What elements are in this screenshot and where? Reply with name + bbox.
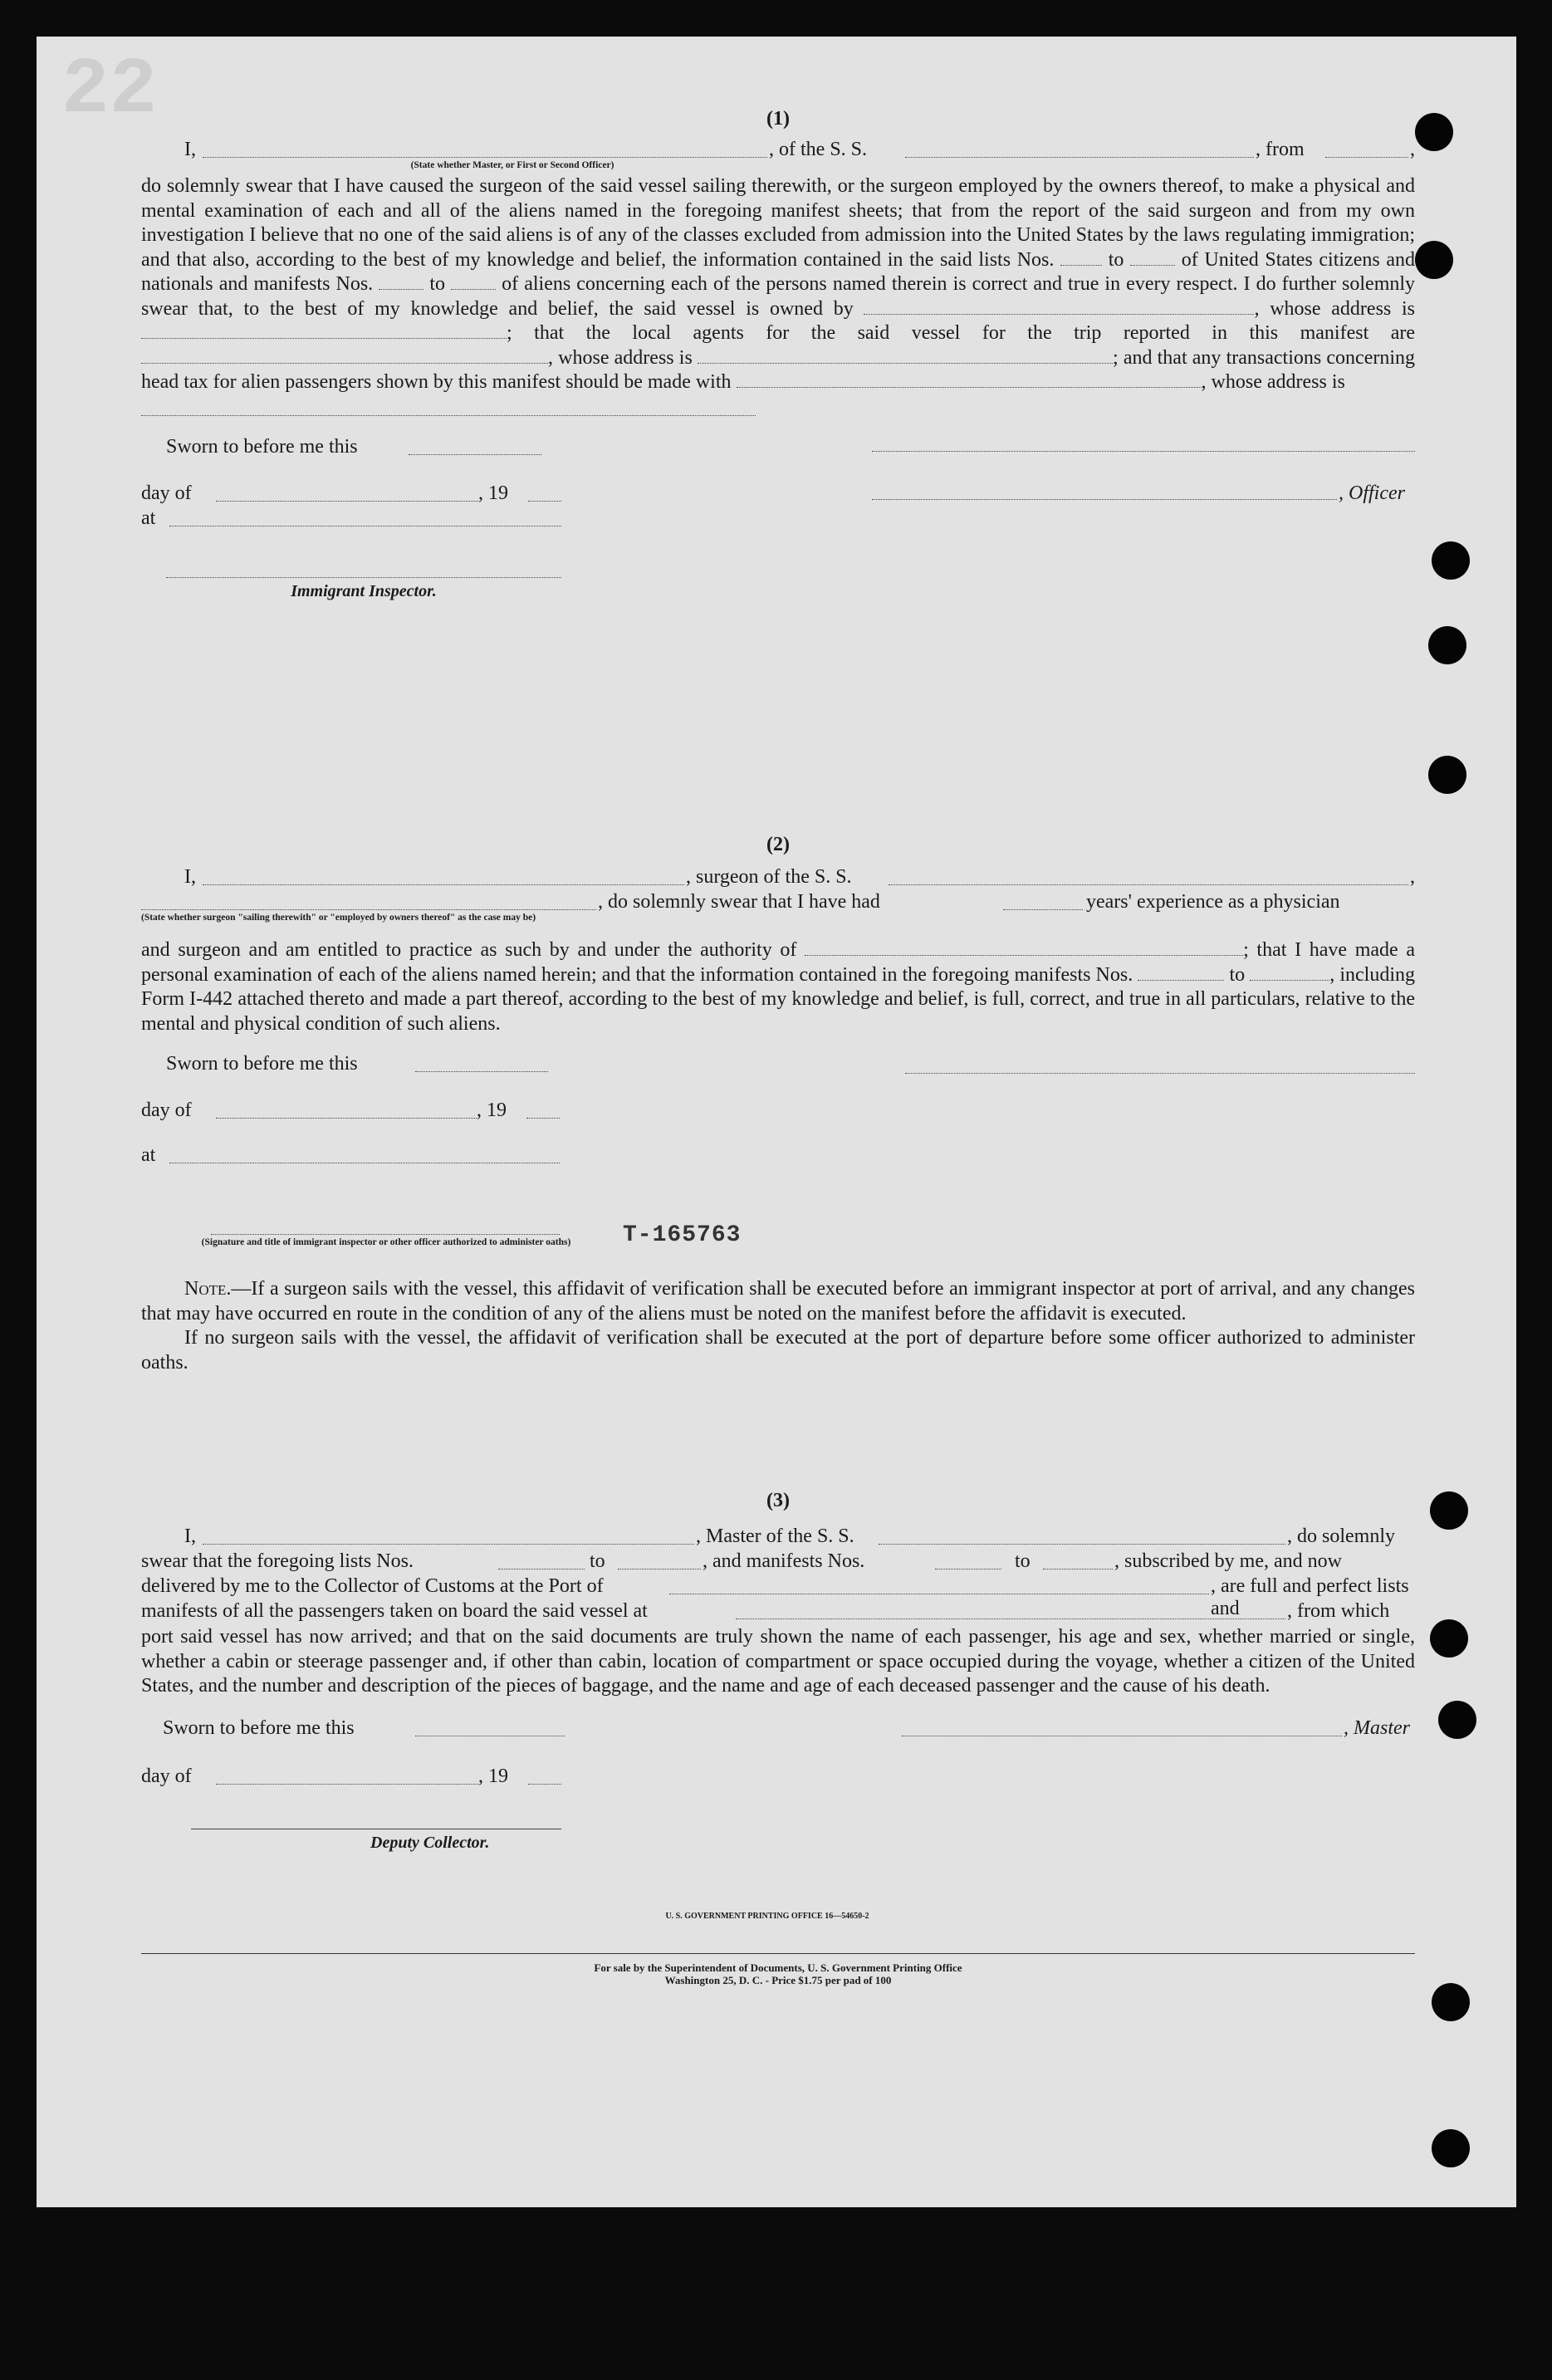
oath-text: , from which <box>1287 1600 1390 1622</box>
surgeon-manifests-to-field[interactable] <box>1250 963 1329 981</box>
surgeon-paragraph <box>141 938 1415 1036</box>
note-text: If no surgeon sails with the vessel, the affidavit of verification shall be executed at the port of departure before some officer authorized to administer oaths. <box>141 1327 1415 1374</box>
punch-hole <box>1430 1619 1468 1658</box>
oath-text: that I have made a personal examination of each of the aliens named herein; and that the information contained in the foregoing manifests Nos. <box>141 939 1415 986</box>
label-whose-address: , whose address is <box>1201 371 1345 393</box>
surgeon-capacity-field[interactable] <box>141 893 596 910</box>
master-vessel-field[interactable] <box>879 1527 1285 1545</box>
punch-hole <box>1438 1701 1476 1739</box>
master-signature-field[interactable] <box>902 1721 1342 1736</box>
label-to: to <box>1015 1550 1031 1572</box>
label-i: I, <box>184 1525 196 1547</box>
label-to: to <box>1229 963 1246 986</box>
gpo-imprint: U. S. GOVERNMENT PRINTING OFFICE 16—54650-2 <box>665 1912 869 1921</box>
vessel-name-field[interactable] <box>905 140 1254 158</box>
label-whose-address: , whose address is <box>1254 297 1416 320</box>
at-place-field[interactable] <box>169 1146 560 1163</box>
label-day-of: day of <box>141 1765 192 1787</box>
sale-line-1: For sale by the Superintendent of Documents, U. S. Government Printing Office <box>594 1961 962 1974</box>
master-line-2 <box>141 1550 1415 1575</box>
label-sworn: Sworn to before me this <box>166 1053 358 1075</box>
label-to: to <box>1108 248 1124 271</box>
label-master: , Master <box>1344 1716 1410 1739</box>
punct: , <box>1410 866 1415 888</box>
section-1 <box>141 108 1415 627</box>
manifests-to-field[interactable] <box>451 272 496 290</box>
oath-text: port said vessel has now arrived; and that on the said documents are truly shown the name of each passenger, his age and sex, whether married or single, whether a cabin or steerage passenger and, if other than cabin, location of compartment or space occupied during the voyage, whether a citizen of the United States, and the number and description of the pieces of baggage, and the name and age of each deceased passenger and the cause of his death. <box>141 1626 1415 1697</box>
authority-field[interactable] <box>805 938 1243 956</box>
punct: , <box>548 346 553 369</box>
embark-port-field[interactable] <box>736 1602 1285 1619</box>
label-at: at <box>141 507 156 529</box>
surgeon-name-field[interactable] <box>203 868 684 885</box>
owner-address-field[interactable] <box>141 321 507 339</box>
oath-text: , including Form I-442 attached thereto and made a part thereof, according to the best of my knowledge and belief, is full, correct, and true in all particulars, relative to the mental and physical condition of such aliens. <box>141 963 1415 1035</box>
agents-address-field[interactable] <box>698 346 1113 364</box>
at-place-field[interactable] <box>169 509 561 526</box>
label-to: to <box>429 273 445 295</box>
master-name-field[interactable] <box>203 1527 694 1545</box>
label-deputy-collector: Deputy Collector. <box>370 1833 490 1852</box>
master-line-1 <box>141 1525 1415 1550</box>
label-year: , 19 <box>478 1765 508 1787</box>
surgeon-signature-field[interactable] <box>905 1058 1415 1074</box>
year-field[interactable] <box>526 1101 560 1119</box>
punch-hole <box>1415 113 1453 151</box>
master-paragraph <box>141 1625 1415 1699</box>
day-field[interactable] <box>216 1767 478 1785</box>
inspector-title-note: (Signature and title of immigrant inspector or other officer authorized to administer oaths) <box>201 1237 571 1247</box>
sworn-block-2 <box>141 1053 1415 1219</box>
label-year: , 19 <box>478 482 508 504</box>
from-port-field[interactable] <box>1325 140 1408 158</box>
lists-from-field[interactable] <box>1060 248 1102 266</box>
master-manifests-to-field[interactable] <box>1043 1552 1113 1570</box>
day-field[interactable] <box>216 484 478 502</box>
sworn-date-field[interactable] <box>415 1719 565 1736</box>
sworn-date-field[interactable] <box>415 1055 548 1072</box>
oath-text: of United States citizens and nationals and manifests Nos. <box>141 248 1416 295</box>
form-page <box>37 37 1516 2207</box>
oath-text: that the local agents for the said vessel for the trip reported in this manifest are <box>534 322 1416 344</box>
note-text: —If a surgeon sails with the vessel, this affidavit of verification shall be executed before an immigrant inspector at port of arrival, and any changes that may have occurred en route in the condition of any of the aliens must be noted on the manifest before the affidavit is executed. <box>141 1278 1415 1325</box>
years-experience-field[interactable] <box>1003 893 1083 910</box>
surgeon-capacity-note: (State whether surgeon "sailing therewith" or "employed by owners thereof" as the case may be) <box>141 913 536 923</box>
contact-address-field[interactable] <box>141 400 756 416</box>
section-number: (1) <box>766 108 790 130</box>
footer-rule <box>141 1953 1415 1954</box>
punch-hole <box>1428 626 1466 664</box>
oath-text: and surgeon and am entitled to practice as such by and under the authority of <box>141 939 797 961</box>
label-from: , from <box>1256 139 1305 160</box>
section-3 <box>141 1490 1415 1867</box>
surgeon-line-1 <box>141 866 1415 891</box>
inspector-signature-field[interactable] <box>211 1219 560 1235</box>
deputy-signature-field[interactable] <box>191 1814 561 1829</box>
punct: , <box>1410 139 1415 160</box>
oath-text: swear that the foregoing lists Nos. <box>141 1550 414 1572</box>
year-field[interactable] <box>528 484 561 502</box>
oath-text: , do solemnly swear that I have had <box>598 891 880 913</box>
master-lists-from-field[interactable] <box>498 1552 585 1570</box>
label-master-of: , Master of the S. S. <box>696 1525 854 1547</box>
label-officer: , Officer <box>1339 482 1405 504</box>
oath-text: manifests of all the passengers taken on board the said vessel at <box>141 1600 648 1622</box>
label-i: I, <box>184 866 196 888</box>
label-at: at <box>141 1144 156 1166</box>
officer-title-field[interactable] <box>872 484 1337 500</box>
label-day-of: day of <box>141 482 192 504</box>
inspector-signature-block <box>141 1219 1415 1277</box>
punch-hole <box>1430 1491 1468 1530</box>
oath-text: , are full and perfect lists and <box>1211 1575 1409 1619</box>
label-to: to <box>590 1550 605 1572</box>
oath-paragraph-1 <box>141 174 1415 395</box>
form-number-ghost: 22 <box>61 45 158 135</box>
manifests-from-field[interactable] <box>379 272 423 290</box>
punch-hole <box>1432 2129 1470 2167</box>
note-label: Note. <box>184 1278 232 1300</box>
surgeon-manifests-from-field[interactable] <box>1138 963 1224 981</box>
oath-text: do solemnly swear that I have caused the surgeon of the said vessel sailing therewith, or the surgeon employed by the owners thereof, to make a physical and mental examination of each and all of the aliens named in the foregoing manifest sheets; that from the report of the said surgeon and from my own investigation I believe that no one of the said aliens is of any of the classes excluded from admission into the United States by the laws regulating immigration; and that also, according to the best of my knowledge and belief, the information contained in the said lists Nos. <box>141 175 1415 271</box>
section-2 <box>141 834 1415 1375</box>
punch-hole <box>1432 541 1470 580</box>
oath-text: delivered by me to the Collector of Customs at the Port of <box>141 1575 604 1597</box>
punch-hole <box>1415 241 1453 279</box>
oath-text: ; and that any transactions concerning head tax for alien passengers shown by this manifest should be made with <box>141 346 1416 393</box>
punch-hole <box>1432 1983 1470 2021</box>
punch-hole <box>1428 756 1466 794</box>
punct: ; <box>1243 939 1249 961</box>
oath-text: years' experience as a physician <box>1086 891 1340 913</box>
label-sworn: Sworn to before me this <box>166 435 358 458</box>
officer-signature-field[interactable] <box>872 436 1415 452</box>
head-tax-contact-field[interactable] <box>737 370 1202 388</box>
lists-to-field[interactable] <box>1130 248 1175 266</box>
sworn-block-1 <box>141 436 1415 627</box>
sworn-date-field[interactable] <box>409 438 541 455</box>
master-manifests-from-field[interactable] <box>935 1552 1001 1570</box>
label-surgeon-of: , surgeon of the S. S. <box>686 866 852 888</box>
label-of-ss: , of the S. S. <box>769 139 868 160</box>
label-whose-address: whose address is <box>558 346 693 369</box>
label-sworn: Sworn to before me this <box>163 1716 355 1739</box>
inspector-signature-field[interactable] <box>166 562 561 578</box>
label-year: , 19 <box>477 1099 507 1121</box>
sale-line-2: Washington 25, D. C. - Price $1.75 per pad of 100 <box>664 1974 892 1986</box>
oath-text: of aliens concerning each of the persons named therein is correct and true in every respect. I do further solemnly swear that, to the best of my knowledge and belief, the said vessel is owned by <box>141 273 1416 320</box>
label-immigrant-inspector: Immigrant Inspector. <box>291 581 437 600</box>
stamp-number: T-165763 <box>623 1222 742 1248</box>
surgeon-vessel-field[interactable] <box>889 868 1408 885</box>
note-paragraph <box>141 1277 1415 1326</box>
label-day-of: day of <box>141 1099 192 1121</box>
sworn-block-3 <box>141 1717 1415 1867</box>
oath-text: , and manifests Nos. <box>703 1550 865 1572</box>
state-officer-note: (State whether Master, or First or Second Officer) <box>410 160 614 170</box>
year-field[interactable] <box>528 1767 561 1785</box>
local-agents-field[interactable] <box>141 346 548 364</box>
collector-port-field[interactable] <box>669 1577 1209 1594</box>
section-number: (2) <box>766 834 790 855</box>
officer-name-field[interactable] <box>203 140 767 158</box>
label-i: I, <box>184 139 196 160</box>
oath-text: , do solemnly <box>1287 1525 1395 1547</box>
section-number: (3) <box>766 1490 790 1511</box>
master-line-4 <box>141 1600 1415 1625</box>
owner-field[interactable] <box>864 297 1254 315</box>
surgeon-line-2 <box>141 891 1415 916</box>
oath-text: , subscribed by me, and now <box>1114 1550 1342 1572</box>
day-field[interactable] <box>216 1101 477 1119</box>
punct: ; <box>507 322 512 344</box>
master-lists-to-field[interactable] <box>618 1552 701 1570</box>
note-paragraph-2 <box>141 1326 1415 1375</box>
